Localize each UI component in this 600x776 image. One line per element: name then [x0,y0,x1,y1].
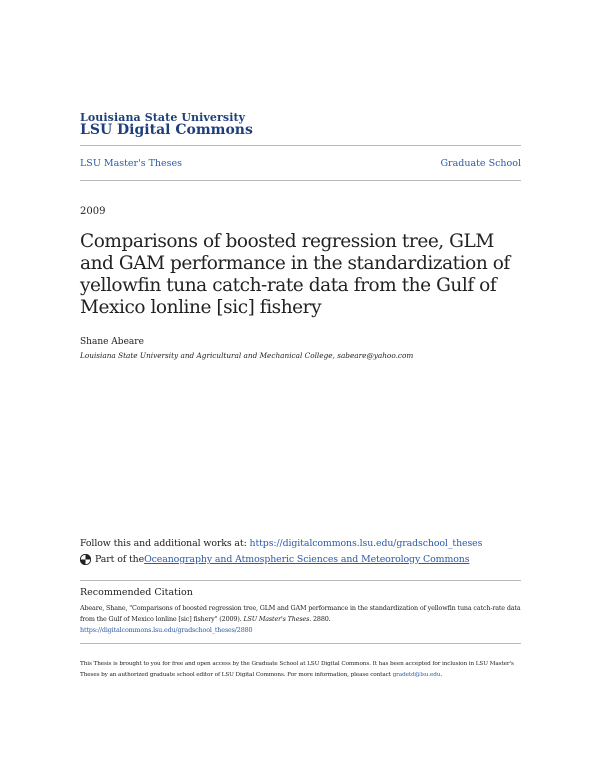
follow-label: Follow this and additional works at: [80,538,250,549]
partof-line [80,554,469,565]
citation-divider [80,580,521,581]
citation-series: LSU Master's Theses [243,615,310,623]
citation-url-link[interactable]: https://digitalcommons.lsu.edu/gradschool_theses/2880 [80,626,253,634]
footer-notice [80,659,525,681]
contact-email-link[interactable]: gradetd@lsu.edu [392,672,441,678]
thesis-title: Comparisons of boosted regression tree, GLM and GAM performance in the standardization of yellowfin tuna catch-rate data from the Gulf of Mexico lonline [sic] fishery [80,231,510,318]
repository-name[interactable]: LSU Digital Commons [80,122,253,138]
creative-commons-icon [80,554,91,565]
follow-line [80,538,482,549]
publication-year: 2009 [80,206,106,217]
partof-label: Part of the [95,554,145,565]
citation-text [80,603,525,636]
footer-end: . [440,672,443,678]
discipline-link[interactable]: Oceanography and Atmospheric Sciences and Meteorology Commons [144,554,470,565]
author-affiliation: Louisiana State University and Agricultural and Mechanical College, sabeare@yahoo.com [80,351,414,360]
university-name: Louisiana State University [80,111,246,124]
header-divider [80,145,521,146]
citation-number: . 2880. [309,615,331,623]
author-name: Shane Abeare [80,337,144,347]
footer-divider [80,643,521,644]
collection-link[interactable]: LSU Master's Theses [80,158,183,169]
nav-divider [80,180,521,181]
footer-text: This Thesis is brought to you for free and open access by the Graduate School at LSU Digital Commons. It has been accepted for inclusion in LSU Master's Theses by an authorized graduate school editor of LSU Digital Commons. For more information, please contact [80,661,514,678]
citation-heading: Recommended Citation [80,587,193,598]
follow-url-link[interactable]: https://digitalcommons.lsu.edu/gradschool_theses [249,538,483,549]
school-link[interactable]: Graduate School [440,158,521,169]
citation-body: Abeare, Shane, "Comparisons of boosted regression tree, GLM and GAM performance in the standardization of yellowfin tuna catch-rate data from the Gulf of Mexico lonline [sic] fishery" (2009). [80,604,521,623]
